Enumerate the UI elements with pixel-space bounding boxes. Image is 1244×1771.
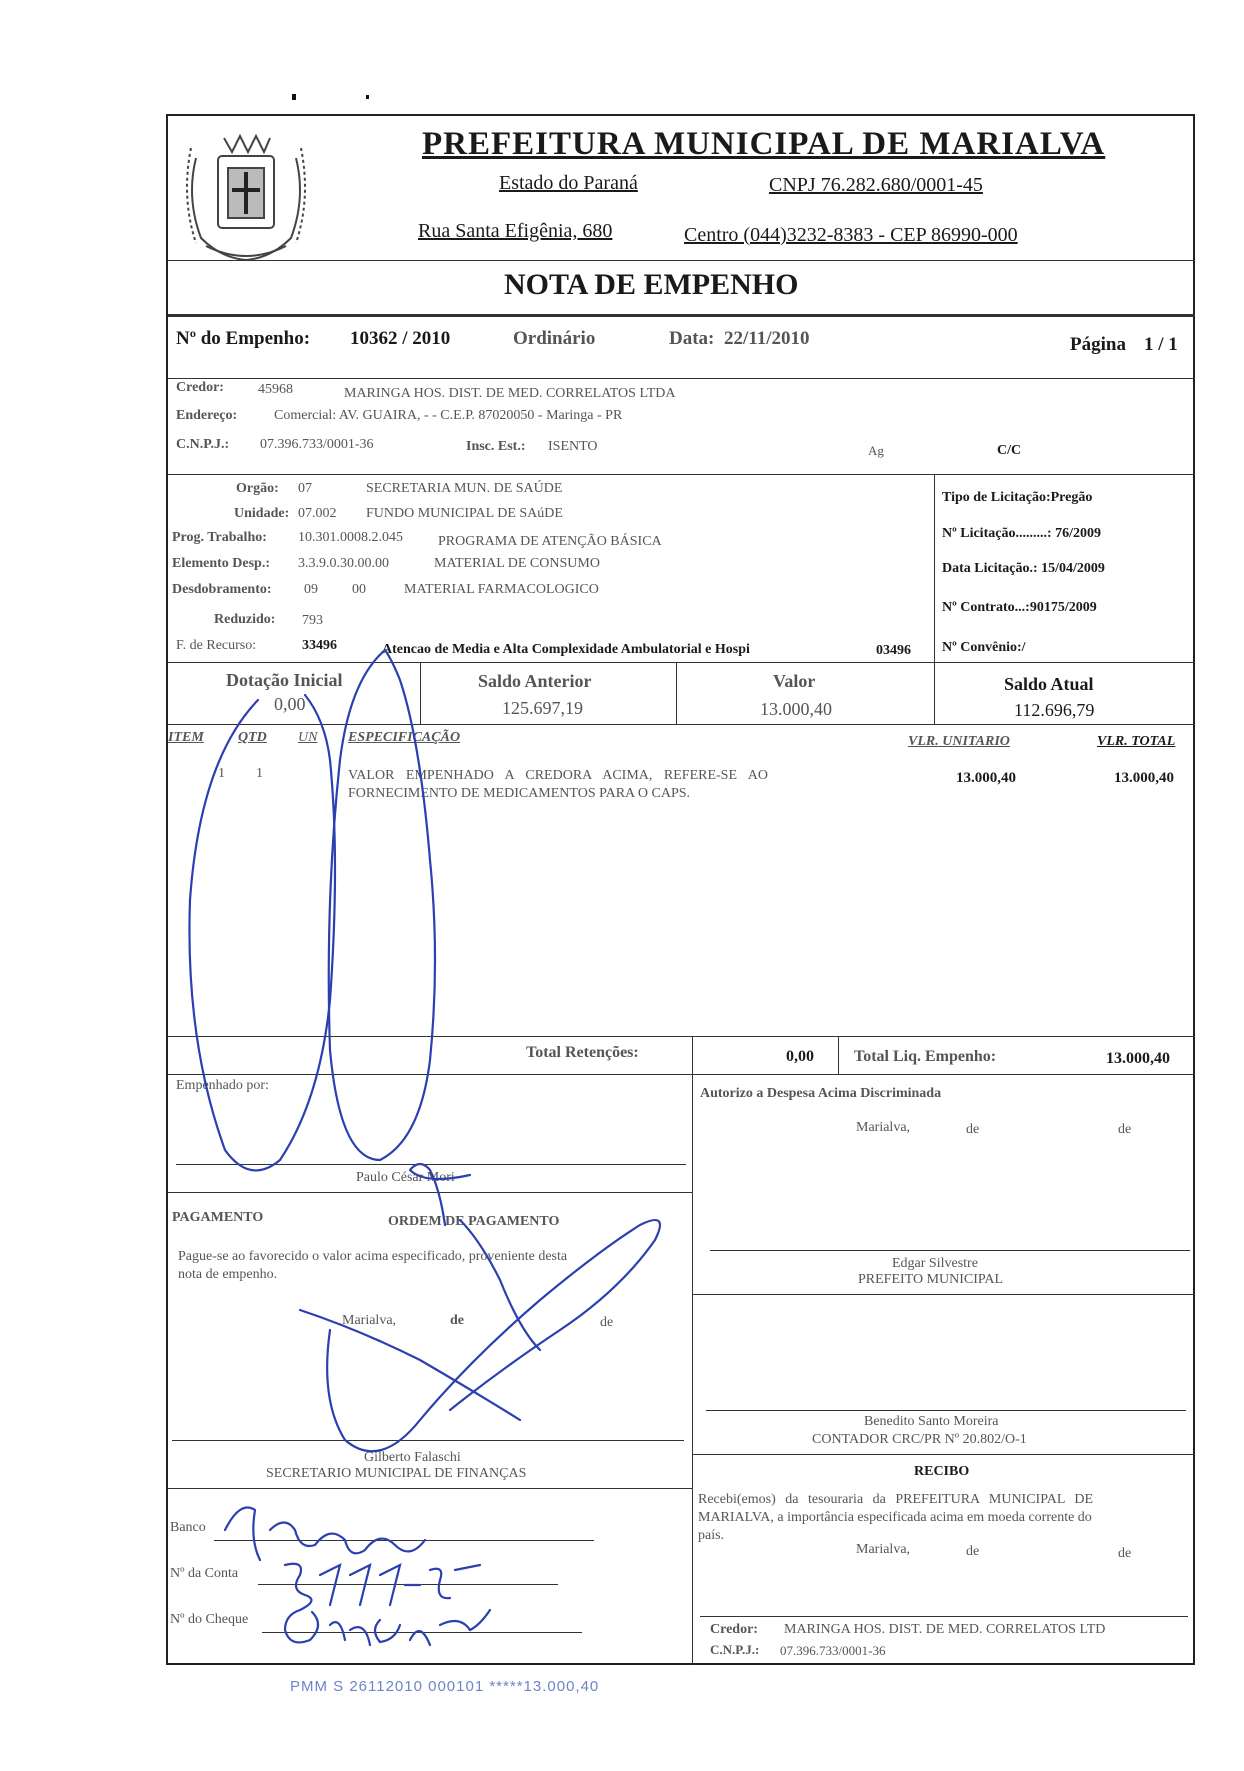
dotacao-inicial-label: Dotação Inicial (226, 670, 343, 690)
page-label: Página (1070, 334, 1126, 355)
valor-label: Valor (773, 671, 816, 691)
credor-name: MARINGA HOS. DIST. DE MED. CORRELATOS LTDA (344, 386, 676, 401)
contador-title: CONTADOR CRC/PR Nº 20.802/O-1 (812, 1432, 1027, 1447)
prog-name: PROGRAMA DE ATENÇÃO BÁSICA (438, 534, 662, 549)
authentication-stamp: PMM S 26112010 000101 *****13.000,40 (290, 1678, 600, 1695)
credor-cnpj: 07.396.733/0001-36 (260, 437, 374, 452)
banco-label: Banco (170, 1520, 206, 1535)
col-vlr-unitario: VLR. UNITARIO (908, 734, 1010, 749)
empenho-type: Ordinário (513, 328, 596, 349)
autorizo-de1: de (966, 1122, 980, 1137)
numero-licitacao: Nº Licitação.........: 76/2009 (942, 526, 1101, 541)
col-qtd: QTD (238, 730, 267, 745)
recibo-credor: MARINGA HOS. DIST. DE MED. CORRELATOS LTD (784, 1622, 1106, 1637)
pagamento-de1: de (450, 1313, 464, 1328)
recurso-label: F. de Recurso: (176, 638, 257, 653)
recibo-place: Marialva, (856, 1542, 911, 1557)
unidade-name: FUNDO MUNICIPAL DE SAúDE (366, 506, 563, 521)
pagamento-text-line2: nota de empenho. (178, 1267, 278, 1282)
desdobramento-code1: 09 (304, 582, 318, 597)
recibo-text-line1: Recebi(emos) da tesouraria da PREFEITURA MUNICIPAL DE (698, 1492, 1094, 1507)
saldo-atual-label: Saldo Atual (1004, 674, 1094, 694)
account-label: C/C (997, 443, 1022, 458)
orgao-label: Orgão: (236, 481, 279, 496)
elemento-code: 3.3.9.0.30.00.00 (298, 556, 389, 571)
empenhado-signer: Paulo César Mori (356, 1170, 455, 1185)
credor-insc: ISENTO (548, 439, 598, 454)
scan-mark (366, 95, 369, 99)
col-un: UN (298, 730, 318, 745)
credor-address: Comercial: AV. GUAIRA, - - C.E.P. 87020050 - Maringa - PR (274, 408, 623, 423)
elemento-label: Elemento Desp.: (172, 556, 270, 571)
header-contact: Centro (044)3232-8383 - CEP 86990-000 (684, 224, 1018, 246)
prefeito-title: PREFEITO MUNICIPAL (858, 1272, 1004, 1287)
agency-label: Ag (868, 443, 884, 458)
col-item: ITEM (168, 730, 204, 745)
item-total-value: 13.000,40 (1114, 770, 1174, 786)
conta-handwritten: 37777-5 (290, 1574, 390, 1607)
total-retencoes-label: Total Retenções: (526, 1044, 639, 1061)
autorizo-label: Autorizo a Despesa Acima Discriminada (700, 1086, 942, 1101)
nota-de-empenho-document (166, 114, 1195, 1665)
scan-mark (292, 94, 296, 100)
recibo-de2: de (1118, 1546, 1132, 1561)
empenho-date: 22/11/2010 (724, 328, 810, 349)
orgao-name: SECRETARIA MUN. DE SAÚDE (366, 481, 563, 496)
contador-name: Benedito Santo Moreira (864, 1414, 999, 1429)
pagamento-label: PAGAMENTO (172, 1210, 264, 1225)
saldo-anterior-label: Saldo Anterior (478, 671, 592, 691)
recurso-name: Atencao de Media e Alta Complexidade Ambulatorial e Hospi (382, 642, 750, 657)
unidade-code: 07.002 (298, 506, 337, 521)
prefeito-name: Edgar Silvestre (892, 1256, 978, 1271)
cheque-label: Nº do Cheque (170, 1612, 249, 1627)
empenhado-por-label: Empenhado por: (176, 1078, 269, 1093)
item-desc-line2: FORNECIMENTO DE MEDICAMENTOS PARA O CAPS. (348, 786, 691, 801)
item-unit-value: 13.000,40 (956, 770, 1016, 786)
total-retencoes-value: 0,00 (786, 1048, 814, 1065)
recibo-de1: de (966, 1544, 980, 1559)
unidade-label: Unidade: (234, 506, 290, 521)
document-title: NOTA DE EMPENHO (504, 268, 799, 301)
recibo-text-line2: MARIALVA, a importância especificada acima em moeda corrente do (698, 1510, 1092, 1525)
numero-contrato: Nº Contrato...:90175/2009 (942, 600, 1097, 615)
recibo-label: RECIBO (914, 1464, 970, 1479)
ordem-pagamento-label: ORDEM DE PAGAMENTO (388, 1214, 560, 1229)
recibo-cnpj-label: C.N.P.J.: (710, 1642, 760, 1657)
saldo-anterior-value: 125.697,19 (502, 698, 583, 718)
credor-address-label: Endereço: (176, 408, 238, 423)
recurso-code: 33496 (302, 638, 337, 653)
autorizo-de2: de (1118, 1122, 1132, 1137)
autorizo-place: Marialva, (856, 1120, 911, 1135)
total-liq-label: Total Liq. Empenho: (854, 1048, 997, 1065)
reduzido-label: Reduzido: (214, 612, 276, 627)
col-vlr-total: VLR. TOTAL (1097, 734, 1176, 749)
desdobramento-code2: 00 (352, 582, 366, 597)
recurso-code2: 03496 (876, 643, 911, 658)
recibo-text-line3: país. (698, 1528, 725, 1543)
page-number: 1 / 1 (1144, 334, 1178, 355)
banco-handwritten: Brasil (230, 1526, 314, 1563)
prog-label: Prog. Trabalho: (172, 530, 267, 545)
empenho-number: 10362 / 2010 (350, 328, 451, 349)
desdobramento-name: MATERIAL FARMACOLOGICO (404, 582, 599, 597)
coat-of-arms-icon (176, 128, 316, 266)
empenho-number-label: Nº do Empenho: (176, 328, 311, 349)
item-desc-line1: VALOR EMPENHADO A CREDORA ACIMA, REFERE-SE AO (348, 768, 768, 783)
pagamento-place: Marialva, (342, 1313, 397, 1328)
header-cnpj: CNPJ 76.282.680/0001-45 (769, 174, 983, 196)
header-address: Rua Santa Efigênia, 680 (418, 220, 613, 242)
col-especificacao: ESPECIFICAÇÃO (348, 730, 461, 745)
saldo-atual-value: 112.696,79 (1014, 700, 1095, 720)
credor-insc-label: Insc. Est.: (466, 439, 526, 454)
pagamento-de2: de (600, 1315, 614, 1330)
numero-convenio: Nº Convênio:/ (942, 640, 1026, 655)
conta-label: Nº da Conta (170, 1566, 239, 1581)
data-licitacao: Data Licitação.: 15/04/2009 (942, 561, 1105, 576)
empenho-date-label: Data: (669, 328, 715, 349)
credor-code: 45968 (258, 382, 293, 397)
dotacao-inicial-value: 0,00 (274, 694, 306, 714)
credor-cnpj-label: C.N.P.J.: (176, 437, 230, 452)
recibo-cnpj: 07.396.733/0001-36 (780, 1643, 886, 1658)
pagamento-signer-title: SECRETARIO MUNICIPAL DE FINANÇAS (266, 1466, 527, 1481)
orgao-code: 07 (298, 481, 312, 496)
total-liq-value: 13.000,40 (1106, 1050, 1170, 1067)
recibo-credor-label: Credor: (710, 1622, 758, 1637)
header-state: Estado do Paraná (499, 172, 638, 194)
credor-label: Credor: (176, 380, 224, 395)
valor-value: 13.000,40 (760, 699, 832, 719)
pagamento-text-line1: Pague-se ao favorecido o valor acima especificado, proveniente desta (178, 1249, 568, 1264)
header-title: PREFEITURA MUNICIPAL DE MARIALVA (422, 126, 1106, 162)
prog-code: 10.301.0008.2.045 (298, 530, 403, 545)
elemento-name: MATERIAL DE CONSUMO (434, 556, 600, 571)
cheque-handwritten: Online (290, 1619, 372, 1652)
item-qtd: 1 (256, 766, 263, 781)
tipo-licitacao: Tipo de Licitação:Pregão (942, 490, 1093, 505)
reduzido-code: 793 (302, 613, 323, 628)
pagamento-signer: Gilberto Falaschi (364, 1450, 461, 1465)
desdobramento-label: Desdobramento: (172, 582, 272, 597)
item-number: 1 (218, 766, 225, 781)
